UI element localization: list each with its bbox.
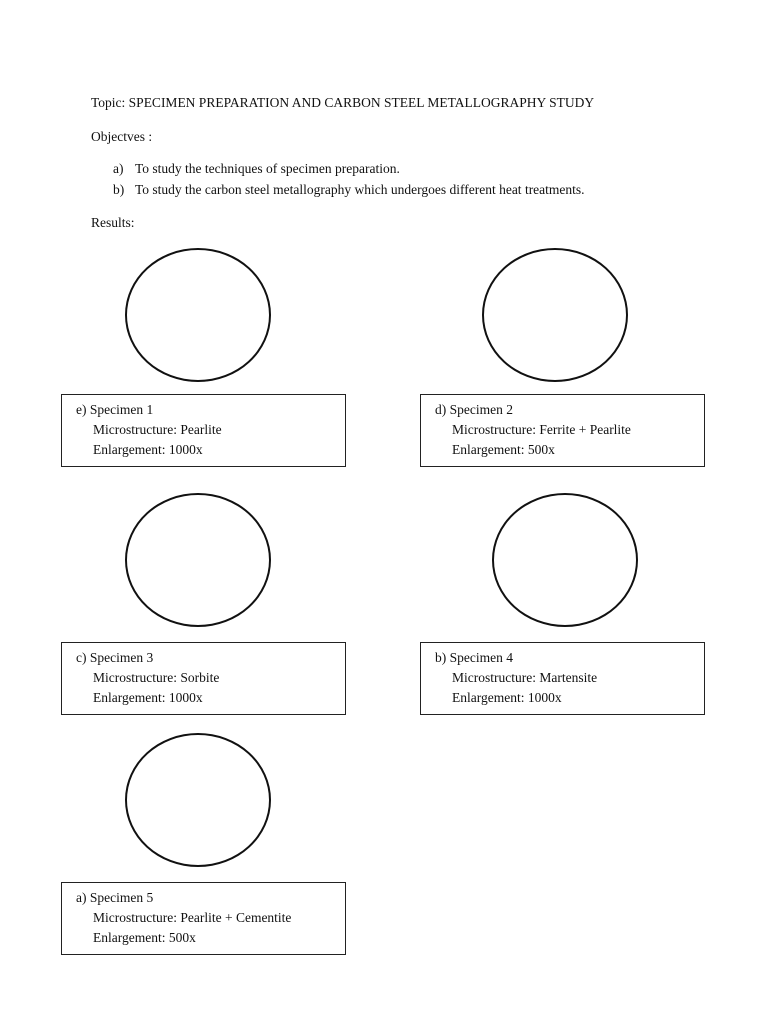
objective-item — [113, 161, 400, 177]
objectives-heading: Objectves : — [91, 129, 153, 144]
specimen-image-placeholder — [125, 733, 271, 867]
specimen-caption-box — [61, 882, 346, 955]
specimen-caption-box — [420, 394, 705, 467]
specimen-label: b) Specimen 4 — [435, 650, 513, 665]
specimen-enlargement: Enlargement: 1000x — [452, 690, 562, 705]
specimen-label: d) Specimen 2 — [435, 402, 513, 417]
page-topic: Topic: SPECIMEN PREPARATION AND CARBON STEEL METALLOGRAPHY STUDY — [91, 95, 595, 110]
specimen-label: c) Specimen 3 — [76, 650, 154, 665]
objective-marker: a) — [113, 161, 124, 176]
specimen-enlargement: Enlargement: 1000x — [93, 442, 203, 457]
specimen-label: e) Specimen 1 — [76, 402, 154, 417]
specimen-enlargement: Enlargement: 1000x — [93, 690, 203, 705]
objective-text: To study the carbon steel metallography which undergoes different heat treatments. — [135, 182, 585, 197]
specimen-microstructure: Microstructure: Sorbite — [93, 670, 220, 685]
specimen-image-placeholder — [482, 248, 628, 382]
specimen-image-placeholder — [492, 493, 638, 627]
specimen-microstructure: Microstructure: Pearlite + Cementite — [93, 910, 292, 925]
specimen-microstructure: Microstructure: Ferrite + Pearlite — [452, 422, 631, 437]
specimen-caption-box — [61, 642, 346, 715]
specimen-enlargement: Enlargement: 500x — [93, 930, 196, 945]
specimen-image-placeholder — [125, 248, 271, 382]
results-heading: Results: — [91, 215, 135, 230]
specimen-microstructure: Microstructure: Pearlite — [93, 422, 222, 437]
objective-item — [113, 182, 585, 198]
specimen-microstructure: Microstructure: Martensite — [452, 670, 598, 685]
specimen-image-placeholder — [125, 493, 271, 627]
specimen-enlargement: Enlargement: 500x — [452, 442, 555, 457]
objective-marker: b) — [113, 182, 125, 197]
objective-text: To study the techniques of specimen preparation. — [135, 161, 400, 176]
specimen-caption-box — [61, 394, 346, 467]
specimen-label: a) Specimen 5 — [76, 890, 154, 905]
specimen-caption-box — [420, 642, 705, 715]
